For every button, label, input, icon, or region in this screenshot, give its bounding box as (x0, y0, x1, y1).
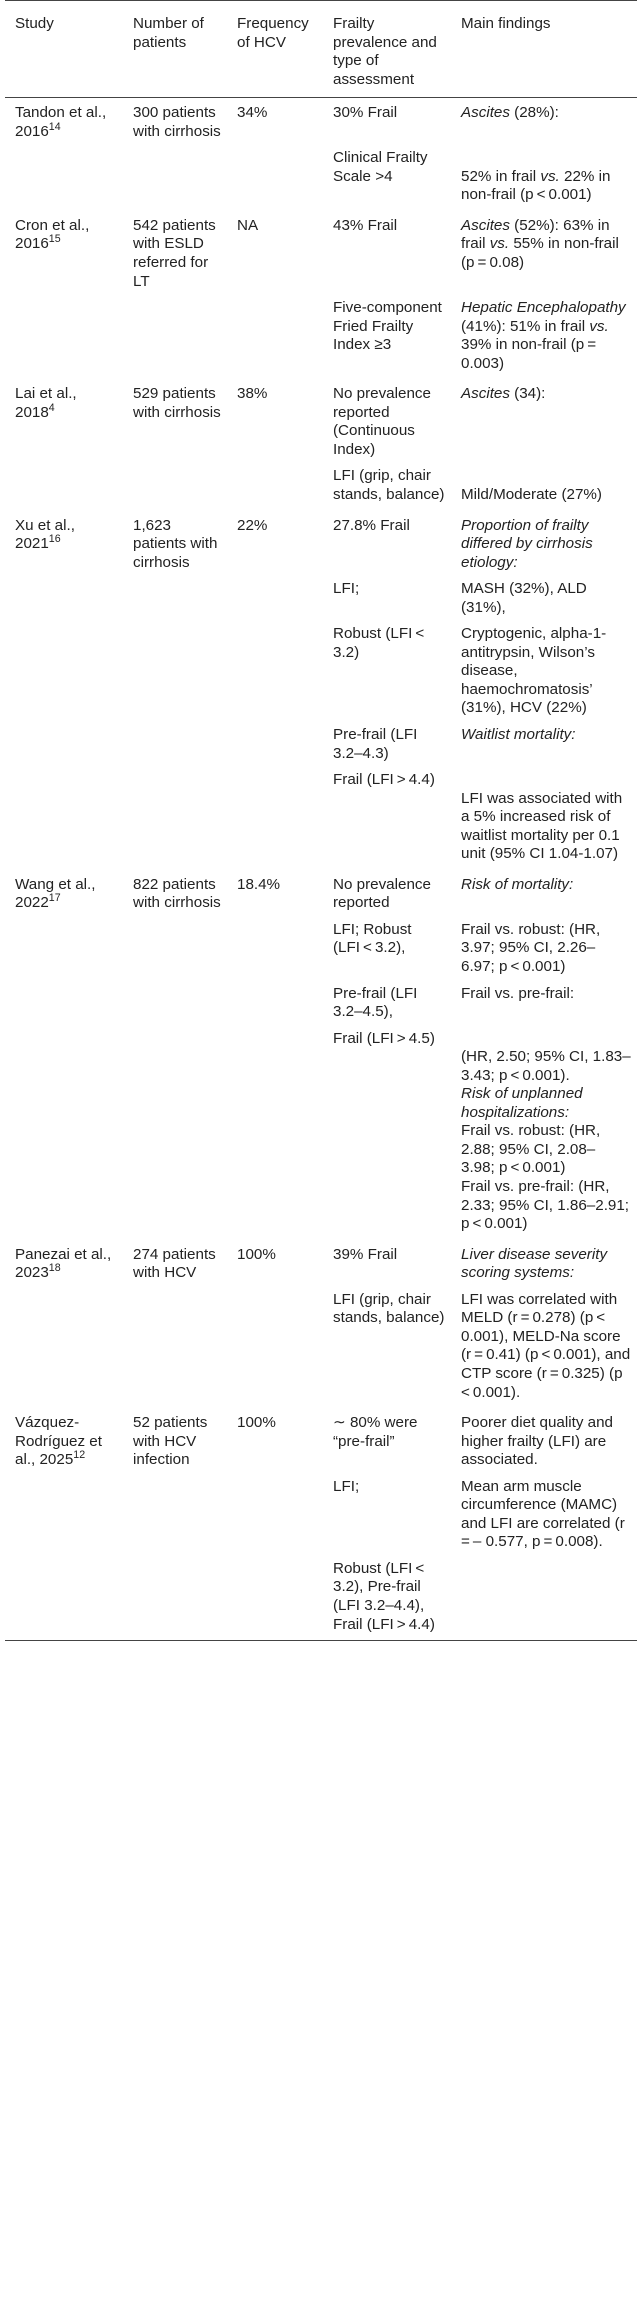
hcv-cell: 18.4% (237, 875, 281, 893)
frailty-cell: No prevalence reported (333, 875, 431, 912)
frailty-cell: 43% Frail (333, 216, 398, 234)
reference: 14 (48, 120, 61, 133)
frailty-cell: Frail (LFI > 4.4) (333, 771, 435, 789)
frailty-cell: Robust (LFI < 3.2), Pre-frail (LFI 3.2–4.4), Frail (LFI > 4.4) (323, 1558, 451, 1641)
header-findings: Main findings (451, 1, 637, 98)
study-cell: Panezai et al., 2023$^{18}$ (15, 1245, 112, 1282)
table-row (5, 623, 637, 724)
frailty-cell: LFI; (333, 1477, 360, 1495)
frailty-cell: LFI; Robust (LFI < 3.2), (333, 920, 412, 957)
frailty-cell: 39% Frail (333, 1245, 398, 1263)
table-row (5, 98, 637, 148)
patients-cell: 52 patients with HCV infection (133, 1414, 208, 1469)
table-row (5, 1476, 637, 1558)
header-frailty: Frailty prevalence and type of assessment (323, 1, 451, 98)
table-row (5, 211, 637, 297)
study-cell: Wang et al., 2022$^{17}$ (15, 875, 96, 912)
reference: 4 (48, 401, 55, 414)
findings-cell: LFI was correlated with MELD (r = 0.278) (p < 0.001), MELD-Na score (r = 0.41) (p < 0.001), and CTP score (r = 0.325) (p < 0.001). (461, 1290, 631, 1401)
frailty-cell: 30% Frail (323, 98, 451, 148)
findings-cell: Ascites (52%): 63% in frail vs. 55% in non-frail (p = 0.08) (461, 216, 619, 271)
hcv-cell: 100% (237, 1414, 276, 1432)
patients-cell: 300 patients with cirrhosis (123, 98, 227, 148)
study-cell: Lai et al., 2018$^4$ (15, 385, 77, 421)
findings-cell: Liver disease severity scoring systems: (461, 1245, 608, 1282)
reference: 17 (48, 892, 61, 905)
patients-cell: 1,623 patients with cirrhosis (133, 516, 218, 571)
table-row (5, 511, 637, 579)
table-row (5, 1240, 637, 1289)
patients-cell: 822 patients with cirrhosis (133, 875, 221, 912)
table-row (5, 578, 637, 623)
patients-cell: 274 patients with HCV (133, 1245, 216, 1282)
findings-cell: Mean arm muscle circumference (MAMC) and LFI are correlated (r = – 0.577, p = 0.008). (461, 1477, 628, 1551)
frailty-cell: Pre-frail (LFI 3.2–4.3) (333, 726, 418, 762)
findings-cell: Hepatic Encephalopathy (41%): 51% in frail vs. 39% in non-frail (p = 0.003) (461, 299, 626, 372)
table-row (5, 724, 637, 769)
header-patients: Number of patients (123, 1, 227, 98)
frailty-cell: LFI (grip, chair stands, balance) (333, 467, 445, 504)
findings-cell: Frail vs. robust: (HR, 3.97; 95% CI, 2.26– 6.97; p < 0.001) (461, 920, 601, 976)
hcv-cell: 34% (227, 98, 323, 148)
findings-cell (451, 1558, 637, 1641)
reference: 16 (48, 533, 61, 546)
frailty-cell: ∼ 80% were “pre-frail” (333, 1414, 418, 1450)
header-study: Study (5, 1, 123, 98)
hcv-cell: 22% (237, 516, 268, 534)
frailty-cell: Clinical Frailty Scale >4 (333, 149, 428, 185)
reference: 12 (73, 1449, 86, 1462)
findings-cell: Ascites (28%): (451, 98, 637, 148)
table-row (5, 983, 637, 1028)
findings-cell: Waitlist mortality: (461, 726, 576, 744)
findings-cell: 52% in frail vs. 22% in non-frail (p < 0.001) (461, 167, 611, 204)
table-row (5, 1028, 637, 1240)
study-cell: Tandon et al., 2016$^{14}$ (5, 98, 123, 148)
frailty-cell: Robust (LFI < 3.2) (333, 625, 428, 661)
findings-cell: MASH (32%), ALD (31%), (461, 580, 587, 616)
study-cell: Cron et al., 2016$^{15}$ (15, 216, 90, 253)
frailty-cell: LFI (grip, chair stands, balance) (333, 1290, 445, 1327)
findings-cell: Risk of mortality: (461, 875, 574, 893)
findings-cell: Proportion of frailty differed by cirrhosis etiology: (461, 516, 593, 571)
table-row (5, 465, 637, 510)
table-row (5, 379, 637, 465)
findings-cell: Cryptogenic, alpha-1-antitrypsin, Wilson’s disease, haemochromatosis’ (31%), HCV (22%) (461, 625, 607, 717)
patients-cell: 529 patients with cirrhosis (133, 385, 221, 421)
table-row (5, 1558, 637, 1641)
hcv-cell: 38% (237, 385, 268, 403)
patients-cell: 542 patients with ESLD referred for LT (133, 216, 216, 290)
header-row (5, 1, 637, 98)
reference: 18 (48, 1262, 61, 1275)
study-cell: Xu et al., 2021$^{16}$ (15, 516, 75, 553)
frailty-cell: LFI; (333, 580, 360, 598)
frailty-cell: Frail (LFI > 4.5) (333, 1029, 435, 1047)
study-cell: Vázquez-Rodríguez et al., 2025$^{12}$ (15, 1414, 102, 1469)
frailty-cell: Five-component Fried Frailty Index ≥3 (333, 299, 442, 354)
reference: 15 (48, 233, 61, 246)
table-row (5, 870, 637, 919)
findings-cell: Poorer diet quality and higher frailty (LFI) are associated. (461, 1414, 613, 1469)
findings-cell: Ascites (34): (461, 385, 546, 403)
findings-cell: Mild/Moderate (27%) (461, 486, 602, 503)
frailty-cell: Pre-frail (LFI 3.2–4.5), (333, 984, 418, 1021)
hcv-cell: NA (237, 216, 259, 234)
findings-cell: Frail vs. pre-frail: (461, 984, 575, 1002)
frailty-studies-table (5, 0, 637, 1641)
table-row (5, 1408, 637, 1476)
table-row (5, 919, 637, 983)
frailty-cell: 27.8% Frail (333, 516, 410, 534)
hcv-cell: 100% (237, 1245, 276, 1263)
findings-cell: LFI was associated with a 5% increased risk of waitlist mortality per 0.1 unit (95% CI 1.04-1.07) (461, 789, 623, 863)
findings-cell: (HR, 2.50; 95% CI, 1.83–3.43; p < 0.001). Risk of unplanned hospitalizations: Frail vs. robust: (HR, 2.88; 95% CI, 2.08– 3.98; p < 0.001) Frail vs. pre-frail: (HR, 2.33; 95% CI, 1.86–2.91; p < 0.001) (461, 1048, 631, 1233)
frailty-cell: No prevalence reported (Continuous Index) (333, 385, 431, 458)
table-row (5, 769, 637, 870)
table-row (5, 147, 637, 211)
header-hcv: Frequency of HCV (227, 1, 323, 98)
table-row (5, 297, 637, 379)
table-row (5, 1289, 637, 1408)
